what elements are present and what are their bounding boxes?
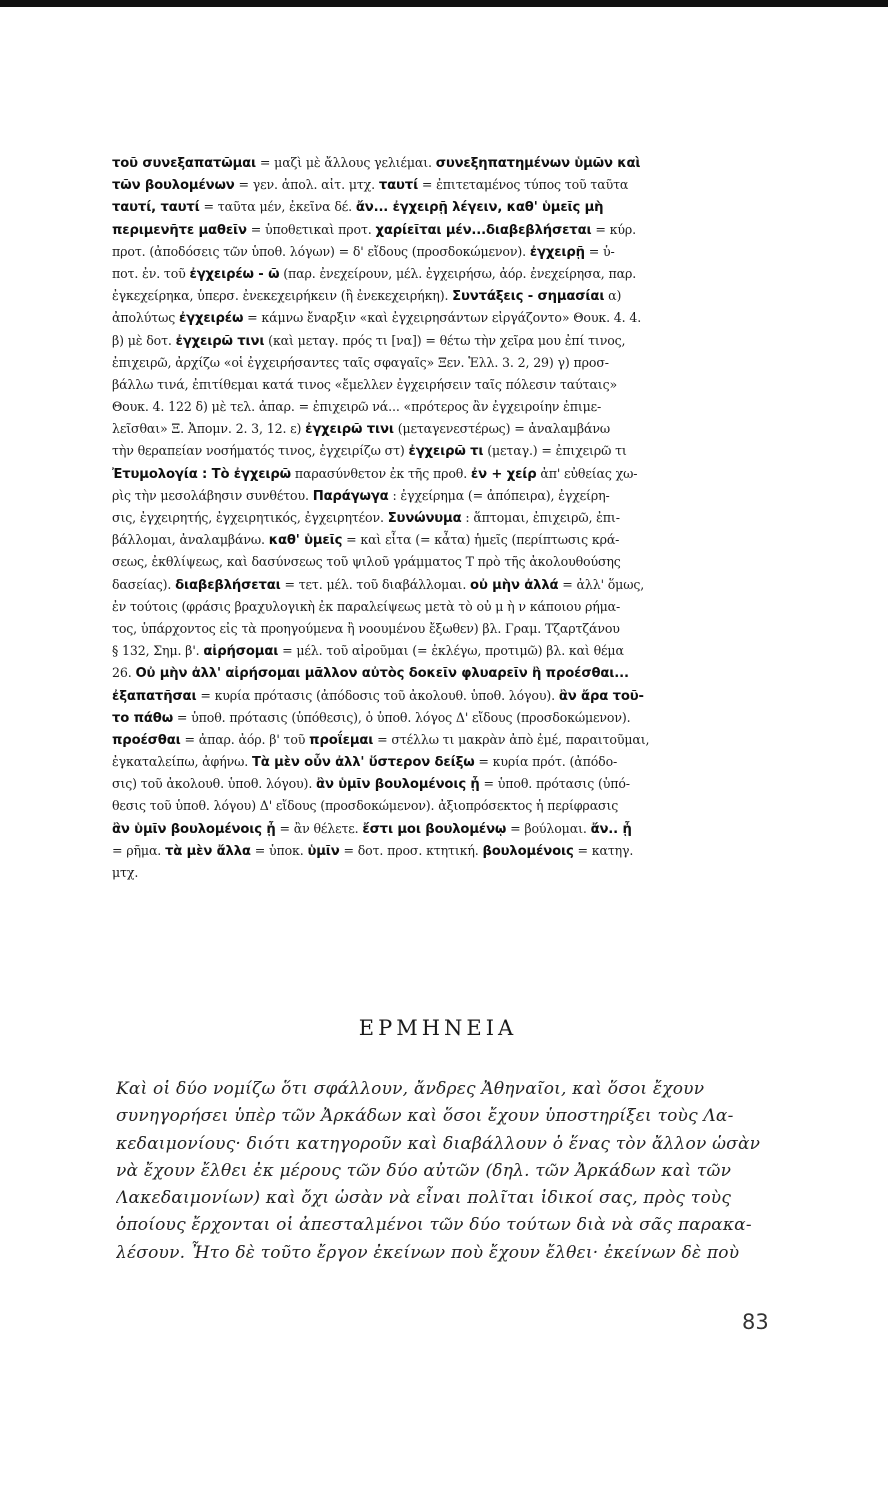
gloss-text: Θουκ. 4. 122 δ) μὲ τελ. ἀπαρ. = ἐπιχειρῶ νά... «πρότερος ἂν ἐγχειροίην ἐπιμε- xyxy=(112,399,602,415)
lemma-term: Παράγωγα xyxy=(312,488,389,504)
lemma-term: ἐγχειρέω xyxy=(178,311,244,327)
gloss-text: μτχ. xyxy=(112,865,139,880)
commentary-line xyxy=(112,574,764,596)
translation-line: συνηγορήσει ὑπὲρ τῶν Ἀρκάδων καὶ ὅσοι ἔχουν ὑποστηρίξει τοὺς Λα- xyxy=(116,1106,734,1127)
commentary-line xyxy=(112,818,764,840)
lemma-term: συνεξηπατημένων ὑμῶν καὶ xyxy=(435,156,641,171)
commentary-line xyxy=(112,263,764,285)
commentary-line xyxy=(112,618,764,640)
commentary-line xyxy=(112,396,764,418)
gloss-text: = κατηγ. xyxy=(573,842,634,858)
commentary-line xyxy=(112,862,764,884)
gloss-text: = τετ. μέλ. τοῦ διαβάλλομαι. xyxy=(280,576,471,592)
lemma-term: το πάθω xyxy=(112,710,174,726)
gloss-text: (καὶ μεταγ. πρός τι [να]) = θέτω τὴν χεῖρα μου ἐπί τινος, xyxy=(264,332,626,348)
lemma-term: περιμενῆτε μαθεῖν xyxy=(112,222,247,238)
lemma-term: ἐγχειρέω - ῶ xyxy=(189,266,280,282)
commentary-line xyxy=(112,773,764,795)
lemma-term: ἐγχειρῶ τινι xyxy=(175,333,265,349)
gloss-text: ἀπολύτως xyxy=(112,310,179,326)
lemma-term: ἂν ὑμῖν βουλομένοις ᾖ xyxy=(316,777,480,793)
commentary-line xyxy=(112,795,764,817)
gloss-text: = κύρ. xyxy=(591,221,636,237)
gloss-text: = ρῆμα. xyxy=(112,842,165,858)
commentary-line xyxy=(112,285,764,307)
lemma-term: ἔστι μοι βουλομένῳ xyxy=(362,821,507,837)
translation-line: Καὶ οἱ δύο νομίζω ὅτι σφάλλουν, ἄνδρες Ἀθηναῖοι, καὶ ὅσοι ἔχουν xyxy=(116,1079,705,1099)
lemma-term: Οὐ μὴν ἀλλ' αἰρήσομαι μᾶλλον αὐτὸς δοκεῖν φλυαρεῖν ἢ προέσθαι... xyxy=(135,666,629,682)
gloss-text: = κυρία πρότ. (ἀπόδο- xyxy=(474,754,618,770)
lemma-term: διαβεβλήσεται xyxy=(175,577,281,593)
translation-line: Λακεδαιμονίων) καὶ ὄχι ὡσὰν νὰ εἶναι πολῖται ἰδικοί σας, πρὸς τοὺς xyxy=(116,1188,732,1209)
lemma-term: ἐγχειρῶ τι xyxy=(408,444,484,460)
commentary-line xyxy=(112,440,764,462)
gloss-text: = ὑ- xyxy=(584,243,615,259)
gloss-text: = ἐπιτεταμένος τύπος τοῦ ταῦτα xyxy=(418,177,629,193)
gloss-text: § 132, Σημ. β'. xyxy=(112,643,204,659)
commentary-line xyxy=(112,174,764,196)
gloss-text: σις, ἐγχειρητής, ἐγχειρητικός, ἐγχειρητέον. xyxy=(112,510,388,525)
commentary-line xyxy=(112,374,764,396)
gloss-text: = ἂν θέλετε. xyxy=(275,820,363,836)
gloss-text: = ὑποθ. πρότασις (ὑπόθεσις), ὁ ὑποθ. λόγος Δ' εἴδους (προσδοκώμενον). xyxy=(173,709,631,725)
commentary-line xyxy=(112,751,764,773)
gloss-text: ἐπιχειρῶ, ἀρχίζω «οἱ ἐγχειρήσαντες ταῖς σφαγαῖς» Ξεν. Ἑλλ. 3. 2, 29) γ) προσ- xyxy=(112,354,609,370)
gloss-text: ἐγκεχείρηκα, ὑπερσ. ἐνεκεχειρήκειν (ἢ ἐνεκεχειρήκη). xyxy=(112,288,453,304)
gloss-text: ἀπ' εὐθείας χω- xyxy=(536,465,638,481)
gloss-text: = μαζὶ μὲ ἄλλους γελιέμαι. xyxy=(256,155,436,170)
gloss-text: 26. xyxy=(112,665,136,681)
lemma-term: Συντάξεις - σημασίαι xyxy=(452,289,605,305)
gloss-text: = δοτ. προσ. κτητική. xyxy=(339,842,483,858)
top-border-rule xyxy=(0,0,888,7)
lemma-term: ὑμῖν xyxy=(307,843,340,859)
gloss-text: ἐν τούτοις (φράσις βραχυλογικὴ ἐκ παραλείψεως μετὰ τὸ οὐ μ ὴ ν κάποιου ρήμα- xyxy=(112,598,621,614)
commentary-line xyxy=(112,840,764,862)
section-heading: ΕΡΜΗΝΕΙΑ xyxy=(358,1016,518,1040)
gloss-text: ποτ. ἐν. τοῦ xyxy=(112,265,190,281)
lemma-term: προέσθαι xyxy=(112,732,181,748)
commentary-line xyxy=(112,463,764,485)
gloss-text: = ὑποκ. xyxy=(250,842,308,858)
commentary-line xyxy=(112,507,764,529)
commentary-line xyxy=(112,219,764,241)
lemma-term: προΐεμαι xyxy=(309,732,374,748)
commentary-line xyxy=(112,196,764,218)
commentary-line xyxy=(112,418,764,440)
gloss-text: = στέλλω τι μακρὰν ἀπὸ ἐμέ, παραιτοῦμαι, xyxy=(373,731,650,747)
gloss-text: (μεταγενεστέρως) = ἀναλαμβάνω xyxy=(393,421,611,437)
gloss-text: τος, ὑπάρχοντος εἰς τὰ προηγούμενα ἢ νοουμένου ἔξωθεν) βλ. Γραμ. Τζαρτζάνου xyxy=(112,620,620,636)
lemma-term: ταυτί, ταυτί xyxy=(112,200,200,216)
gloss-text: = κυρία πρότασις (ἀπόδοσις τοῦ ἀκολουθ. ὑποθ. λόγου). xyxy=(196,687,559,703)
gloss-text: σις) τοῦ ἀκολουθ. ὑποθ. λόγου). xyxy=(112,776,317,792)
lemma-term: ἄν... ἐγχειρῇ λέγειν, καθ' ὑμεῖς μὴ xyxy=(355,200,604,216)
translation-line: κεδαιμονίους· διότι κατηγοροῦν καὶ διαβάλλουν ὁ ἕνας τὸν ἄλλον ὡσὰν xyxy=(116,1133,761,1154)
gloss-text: = ἀπαρ. ἀόρ. β' τοῦ xyxy=(180,731,310,747)
lemma-term: βουλομένοις xyxy=(482,843,574,859)
commentary-line xyxy=(112,241,764,263)
commentary-line xyxy=(112,330,764,352)
lemma-term: οὐ μὴν ἀλλά xyxy=(470,577,559,593)
lemma-term: Τὰ μὲν οὖν ἀλλ' ὕστερον δείξω xyxy=(251,755,475,771)
gloss-text: = μέλ. τοῦ αἱροῦμαι (= ἐκλέγω, προτιμῶ) βλ. καὶ θέμα xyxy=(278,643,624,659)
lemma-term: Ἐτυμολογία : Τὸ ἐγχειρῶ xyxy=(112,466,291,482)
commentary-line xyxy=(112,662,764,684)
commentary-line xyxy=(112,685,764,707)
gloss-text: = γεν. ἀπολ. αἰτ. μτχ. xyxy=(234,177,379,193)
commentary-line xyxy=(112,729,764,751)
lemma-term: ἐξαπατῆσαι xyxy=(112,688,197,704)
commentary-line xyxy=(112,640,764,662)
lemma-term: τὰ μὲν ἄλλα xyxy=(165,843,251,859)
gloss-text: βάλλομαι, ἀναλαμβάνω. xyxy=(112,532,269,548)
gloss-text: = ταῦτα μέν, ἐκεῖνα δέ. xyxy=(199,199,356,215)
lemma-term: καθ' ὑμεῖς xyxy=(268,533,343,549)
lemma-term: ἐγχειρῇ xyxy=(529,244,585,260)
gloss-text: ἐγκαταλείπω, ἀφήνω. xyxy=(112,754,252,770)
commentary-line xyxy=(112,152,764,174)
gloss-text: δασείας). xyxy=(112,576,176,592)
commentary-line xyxy=(112,307,764,329)
lemma-term: ἂν ἄρα τοῦ- xyxy=(558,688,644,704)
gloss-text: (παρ. ἐνεχείρουν, μέλ. ἐγχειρήσω, ἀόρ. ἐνεχείρησα, παρ. xyxy=(279,265,637,281)
gloss-text: = ὑποθετικαὶ προτ. xyxy=(246,221,376,237)
commentary-block xyxy=(112,152,764,884)
gloss-text: προτ. (ἀποδόσεις τῶν ὑποθ. λόγων) = δ' εἴδους (προσδοκώμενον). xyxy=(112,243,530,259)
gloss-text: τὴν θεραπείαν νοσήματός τινος, ἐγχειρίζω στ) xyxy=(112,443,409,459)
lemma-term: ἂν ὑμῖν βουλομένοις ᾖ xyxy=(112,821,276,837)
gloss-text: β) μὲ δοτ. xyxy=(112,332,176,348)
translation-line: νὰ ἔχουν ἔλθει ἐκ μέρους τῶν δύο αὐτῶν (δηλ. τῶν Ἀρκάδων καὶ τῶν xyxy=(116,1160,732,1181)
gloss-text: ρὶς τὴν μεσολάβησιν συνθέτου. xyxy=(112,487,313,503)
gloss-text: : ἐγχείρημα (= ἀπόπειρα), ἐγχείρη- xyxy=(388,487,610,503)
gloss-text: λεῖσθαι» Ξ. Ἀπομν. 2. 3, 12. ε) xyxy=(112,421,306,437)
lemma-term: ἐν + χείρ xyxy=(470,466,537,482)
commentary-line xyxy=(112,707,764,729)
gloss-text: σεως, ἐκθλίψεως, καὶ δασύνσεως τοῦ ψιλοῦ γράμματος Τ πρὸ τῆς ἀκολουθούσης xyxy=(112,554,621,570)
lemma-term: ταυτί xyxy=(378,178,419,194)
gloss-text: παρασύνθετον ἐκ τῆς προθ. xyxy=(290,465,471,481)
lemma-term: χαρίεῖται μέν...διαβεβλήσεται xyxy=(375,222,592,238)
gloss-text: : ἅπτομαι, ἐπιχειρῶ, ἐπι- xyxy=(461,510,620,525)
translation-line: λέσουν. Ἦτο δὲ τοῦτο ἔργον ἐκείνων ποὺ ἔχουν ἔλθει· ἐκείνων δὲ ποὺ xyxy=(116,1242,740,1263)
translation-line: ὁποίους ἔρχονται οἱ ἀπεσταλμένοι τῶν δύο τούτων διὰ νὰ σᾶς παρακα- xyxy=(116,1215,752,1236)
gloss-text: = κάμνω ἔναρξιν «καὶ ἐγχειρησάντων εἰργάζοντο» Θουκ. 4. 4. xyxy=(243,310,642,326)
page-number: 83 xyxy=(742,1310,769,1334)
lemma-term: ἐγχειρῶ τινι xyxy=(305,422,394,438)
gloss-text: α) xyxy=(604,288,622,304)
translation-block xyxy=(116,1076,766,1267)
lemma-term: Συνώνυμα xyxy=(387,511,462,526)
gloss-text: βάλλω τινά, ἐπιτίθεμαι κατά τινος «ἔμελλεν ἐγχειρήσειν ταῖς πόλεσιν ταύταις» xyxy=(112,376,618,392)
commentary-line xyxy=(112,485,764,507)
gloss-text: (μεταγ.) = ἐπιχειρῶ τι xyxy=(483,443,627,459)
commentary-line xyxy=(112,596,764,618)
commentary-line xyxy=(112,529,764,551)
gloss-text: θεσις τοῦ ὑποθ. λόγου) Δ' εἴδους (προσδοκώμενον). ἀξιοπρόσεκτος ἡ περίφρασις xyxy=(112,798,619,814)
lemma-term: αἰρήσομαι xyxy=(203,644,279,660)
gloss-text: = βούλομαι. xyxy=(506,820,591,836)
lemma-term: ἄν.. ᾖ xyxy=(590,821,632,837)
commentary-line xyxy=(112,551,764,573)
lemma-term: τοῦ συνεξαπατῶμαι xyxy=(112,156,257,171)
gloss-text: = ἀλλ' ὅμως, xyxy=(558,576,645,592)
lemma-term: τῶν βουλομένων xyxy=(112,178,235,194)
commentary-line xyxy=(112,352,764,374)
gloss-text: = καὶ εἶτα (= κἆτα) ἡμεῖς (περίπτωσις κρά- xyxy=(342,532,620,548)
gloss-text: = ὑποθ. πρότασις (ὑπό- xyxy=(479,776,630,792)
